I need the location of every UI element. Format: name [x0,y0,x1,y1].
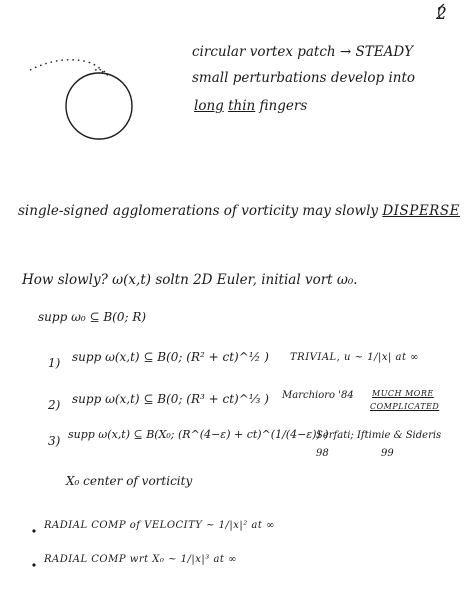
result-1-number: 1) [48,356,61,370]
bullet-radial-velocity: RADIAL COMP of VELOCITY ~ 1/|x|² at ∞ [44,520,275,531]
result-3-year-1: 98 [316,448,329,459]
result-2-note2: MUCH MORE [372,389,434,398]
result-3-formula: supp ω(x,t) ⊆ B(X₀; (R^(4−ε) + ct)^(1/(4−ε)) ) [68,428,329,441]
vortex-note-line-3 [194,98,307,114]
result-2-note3: COMPLICATED [370,402,440,411]
result-1-note: TRIVIAL, u ~ 1/|x| at ∞ [290,352,419,363]
vortex-note-line-1: circular vortex patch → STEADY [192,44,414,60]
result-2-note: Marchioro '84 [282,390,354,401]
result-1-formula: supp ω(x,t) ⊆ B(0; (R² + ct)^½ ) [72,350,269,364]
result-2-number: 2) [48,398,61,412]
page-number: 2 [436,4,447,24]
question-line: How slowly? ω(x,t) soltn 2D Euler, initial vort ω₀. [22,272,358,288]
thin-word: thin [228,98,256,114]
fingers-word: fingers [259,98,308,114]
support-assumption: supp ω₀ ⊆ B(0; R) [38,310,147,324]
result-3-note: Serfati; Iftimie & Sideris [316,430,442,441]
center-of-vorticity-note: X₀ center of vorticity [66,474,193,488]
result-2-formula: supp ω(x,t) ⊆ B(0; (R³ + ct)^⅓ ) [72,392,269,406]
dispersal-statement [18,203,460,219]
vortex-note-line-2: small perturbations develop into [192,70,416,86]
result-3-number: 3) [48,434,61,448]
bullet-radial-component: RADIAL COMP wrt X₀ ~ 1/|x|³ at ∞ [44,554,237,565]
long-word: long [194,98,224,114]
result-3-year-2: 99 [381,448,394,459]
dispersal-text: single-signed agglomerations of vorticity may slowly [18,203,379,219]
disperse-word: DISPERSE [382,203,460,219]
